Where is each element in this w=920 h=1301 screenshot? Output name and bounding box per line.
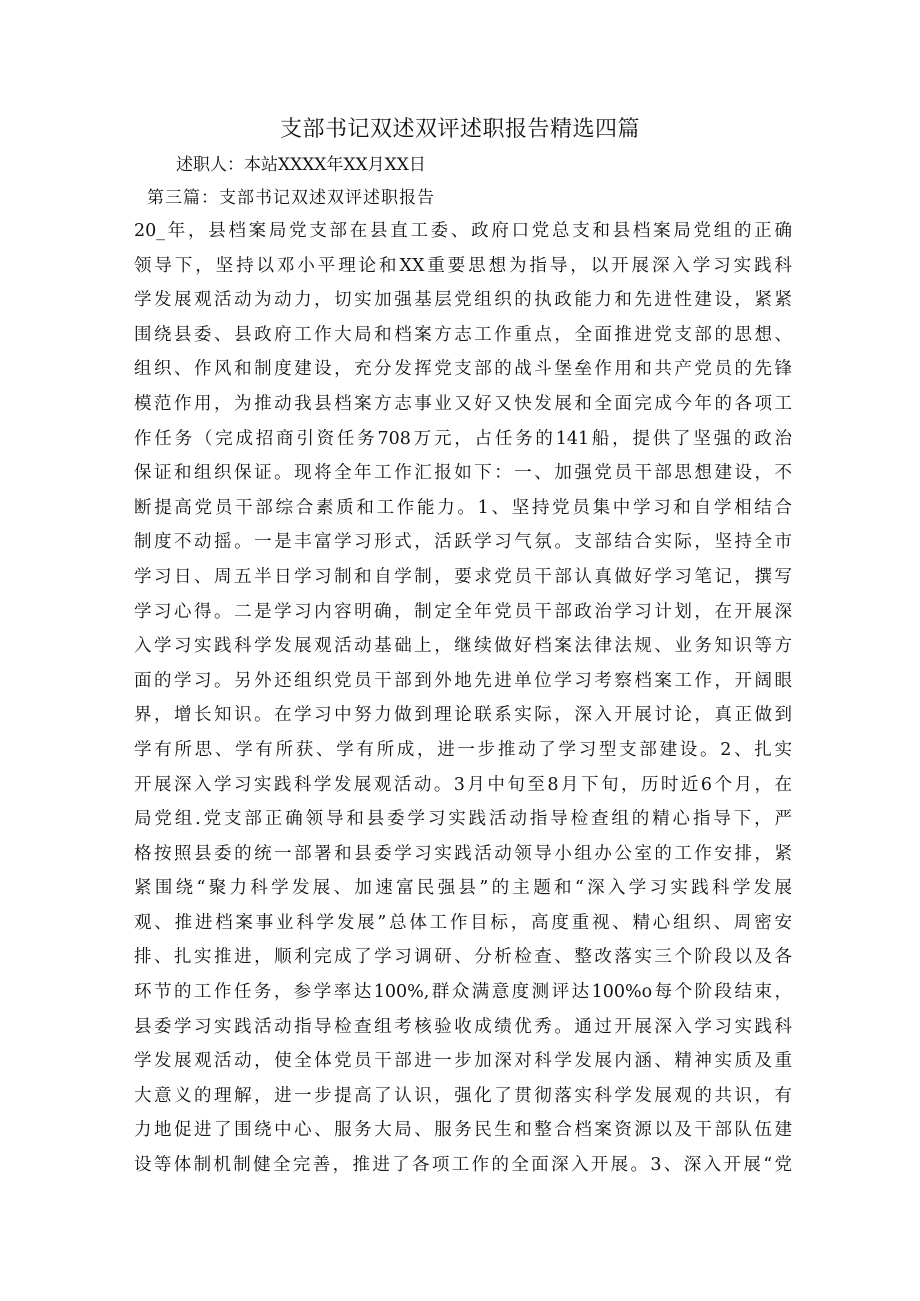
- body-line: 排、扎实推进，顺利完成了学习调研、分析检查、整改落实三个阶段以及各: [134, 947, 792, 968]
- body-line: 县委学习实践活动指导检查组考核验收成绩优秀。通过开展深入学习实践科: [134, 1016, 792, 1037]
- body-line: 学发展观活动为动力，切实加强基层党组织的执政能力和先进性建设，紧紧: [134, 290, 792, 311]
- body-line: 断提高党员干部综合素质和工作能力。1、坚持党员集中学习和自学相结合: [134, 497, 792, 518]
- body-line: 制度不动摇。一是丰富学习形式，活跃学习气氛。支部结合实际，坚持全市: [134, 532, 792, 553]
- body-line: 环节的工作任务，参学率达100%,群众满意度测评达100%o每个阶段结束，: [134, 982, 792, 1003]
- body-line: 格按照县委的统一部署和县委学习实践活动领导小组办公室的工作安排，紧: [134, 843, 792, 864]
- body-line: 保证和组织保证。现将全年工作汇报如下：一、加强党员干部思想建设，不: [134, 463, 792, 484]
- body-line: 学有所思、学有所获、学有所成，进一步推动了学习型支部建设。2、扎实: [134, 739, 792, 760]
- body-line: 组织、作风和制度建设，充分发挥党支部的战斗堡垒作用和共产党员的先锋: [134, 359, 792, 380]
- body-line: 围绕县委、县政府工作大局和档案方志工作重点，全面推进党支部的思想、: [134, 324, 792, 345]
- body-line: 学发展观活动，使全体党员干部进一步加深对科学发展内涵、精神实质及重: [134, 1051, 792, 1072]
- body-line: 局党组.党支部正确领导和县委学习实践活动指导检查组的精心指导下，严: [134, 809, 792, 830]
- body-line: 学习心得。二是学习内容明确，制定全年党员干部政治学习计划，在开展深: [134, 601, 792, 622]
- body-line: 作任务（完成招商引资任务708万元，占任务的141船，提供了坚强的政治: [134, 428, 792, 449]
- author-date-line: 述职人：本站XXXX年XX月XX日: [176, 155, 426, 175]
- body-line: 开展深入学习实践科学发展观活动。3月中旬至8月下旬，历时近6个月，在: [134, 774, 792, 795]
- document-title: 支部书记双述双评述职报告精选四篇: [279, 117, 640, 142]
- body-line: 界，增长知识。在学习中努力做到理论联系实际，深入开展讨论，真正做到: [134, 705, 792, 726]
- body-line: 观、推进档案事业科学发展”总体工作目标，高度重视、精心组织、周密安: [134, 912, 792, 933]
- body-line: 学习日、周五半日学习制和自学制，要求党员干部认真做好学习笔记，撰写: [134, 566, 792, 587]
- body-line: 大意义的理解，进一步提高了认识，强化了贯彻落实科学发展观的共识，有: [134, 1085, 792, 1106]
- body-line: 面的学习。另外还组织党员干部到外地先进单位学习考察档案工作，开阔眼: [134, 670, 792, 691]
- body-paragraph: [134, 214, 792, 1183]
- body-line: 模范作用，为推动我县档案方志事业又好又快发展和全面完成今年的各项工: [134, 393, 792, 414]
- body-line: 紧围绕“聚力科学发展、加速富民强县”的主题和“深入学习实践科学发展: [134, 878, 792, 899]
- chapter-heading: 第三篇：支部书记双述双评述职报告: [147, 188, 435, 208]
- body-line: 领导下，坚持以邓小平理论和XX重要思想为指导，以开展深入学习实践科: [134, 255, 792, 276]
- body-line: 力地促进了围绕中心、服务大局、服务民生和整合档案资源以及干部队伍建: [134, 1120, 792, 1141]
- body-line: 20_年，县档案局党支部在县直工委、政府口党总支和县档案局党组的正确: [134, 221, 792, 241]
- body-line: 设等体制机制健全完善，推进了各项工作的全面深入开展。3、深入开展“党: [134, 1155, 792, 1176]
- body-line: 入学习实践科学发展观活动基础上，继续做好档案法律法规、业务知识等方: [134, 636, 792, 657]
